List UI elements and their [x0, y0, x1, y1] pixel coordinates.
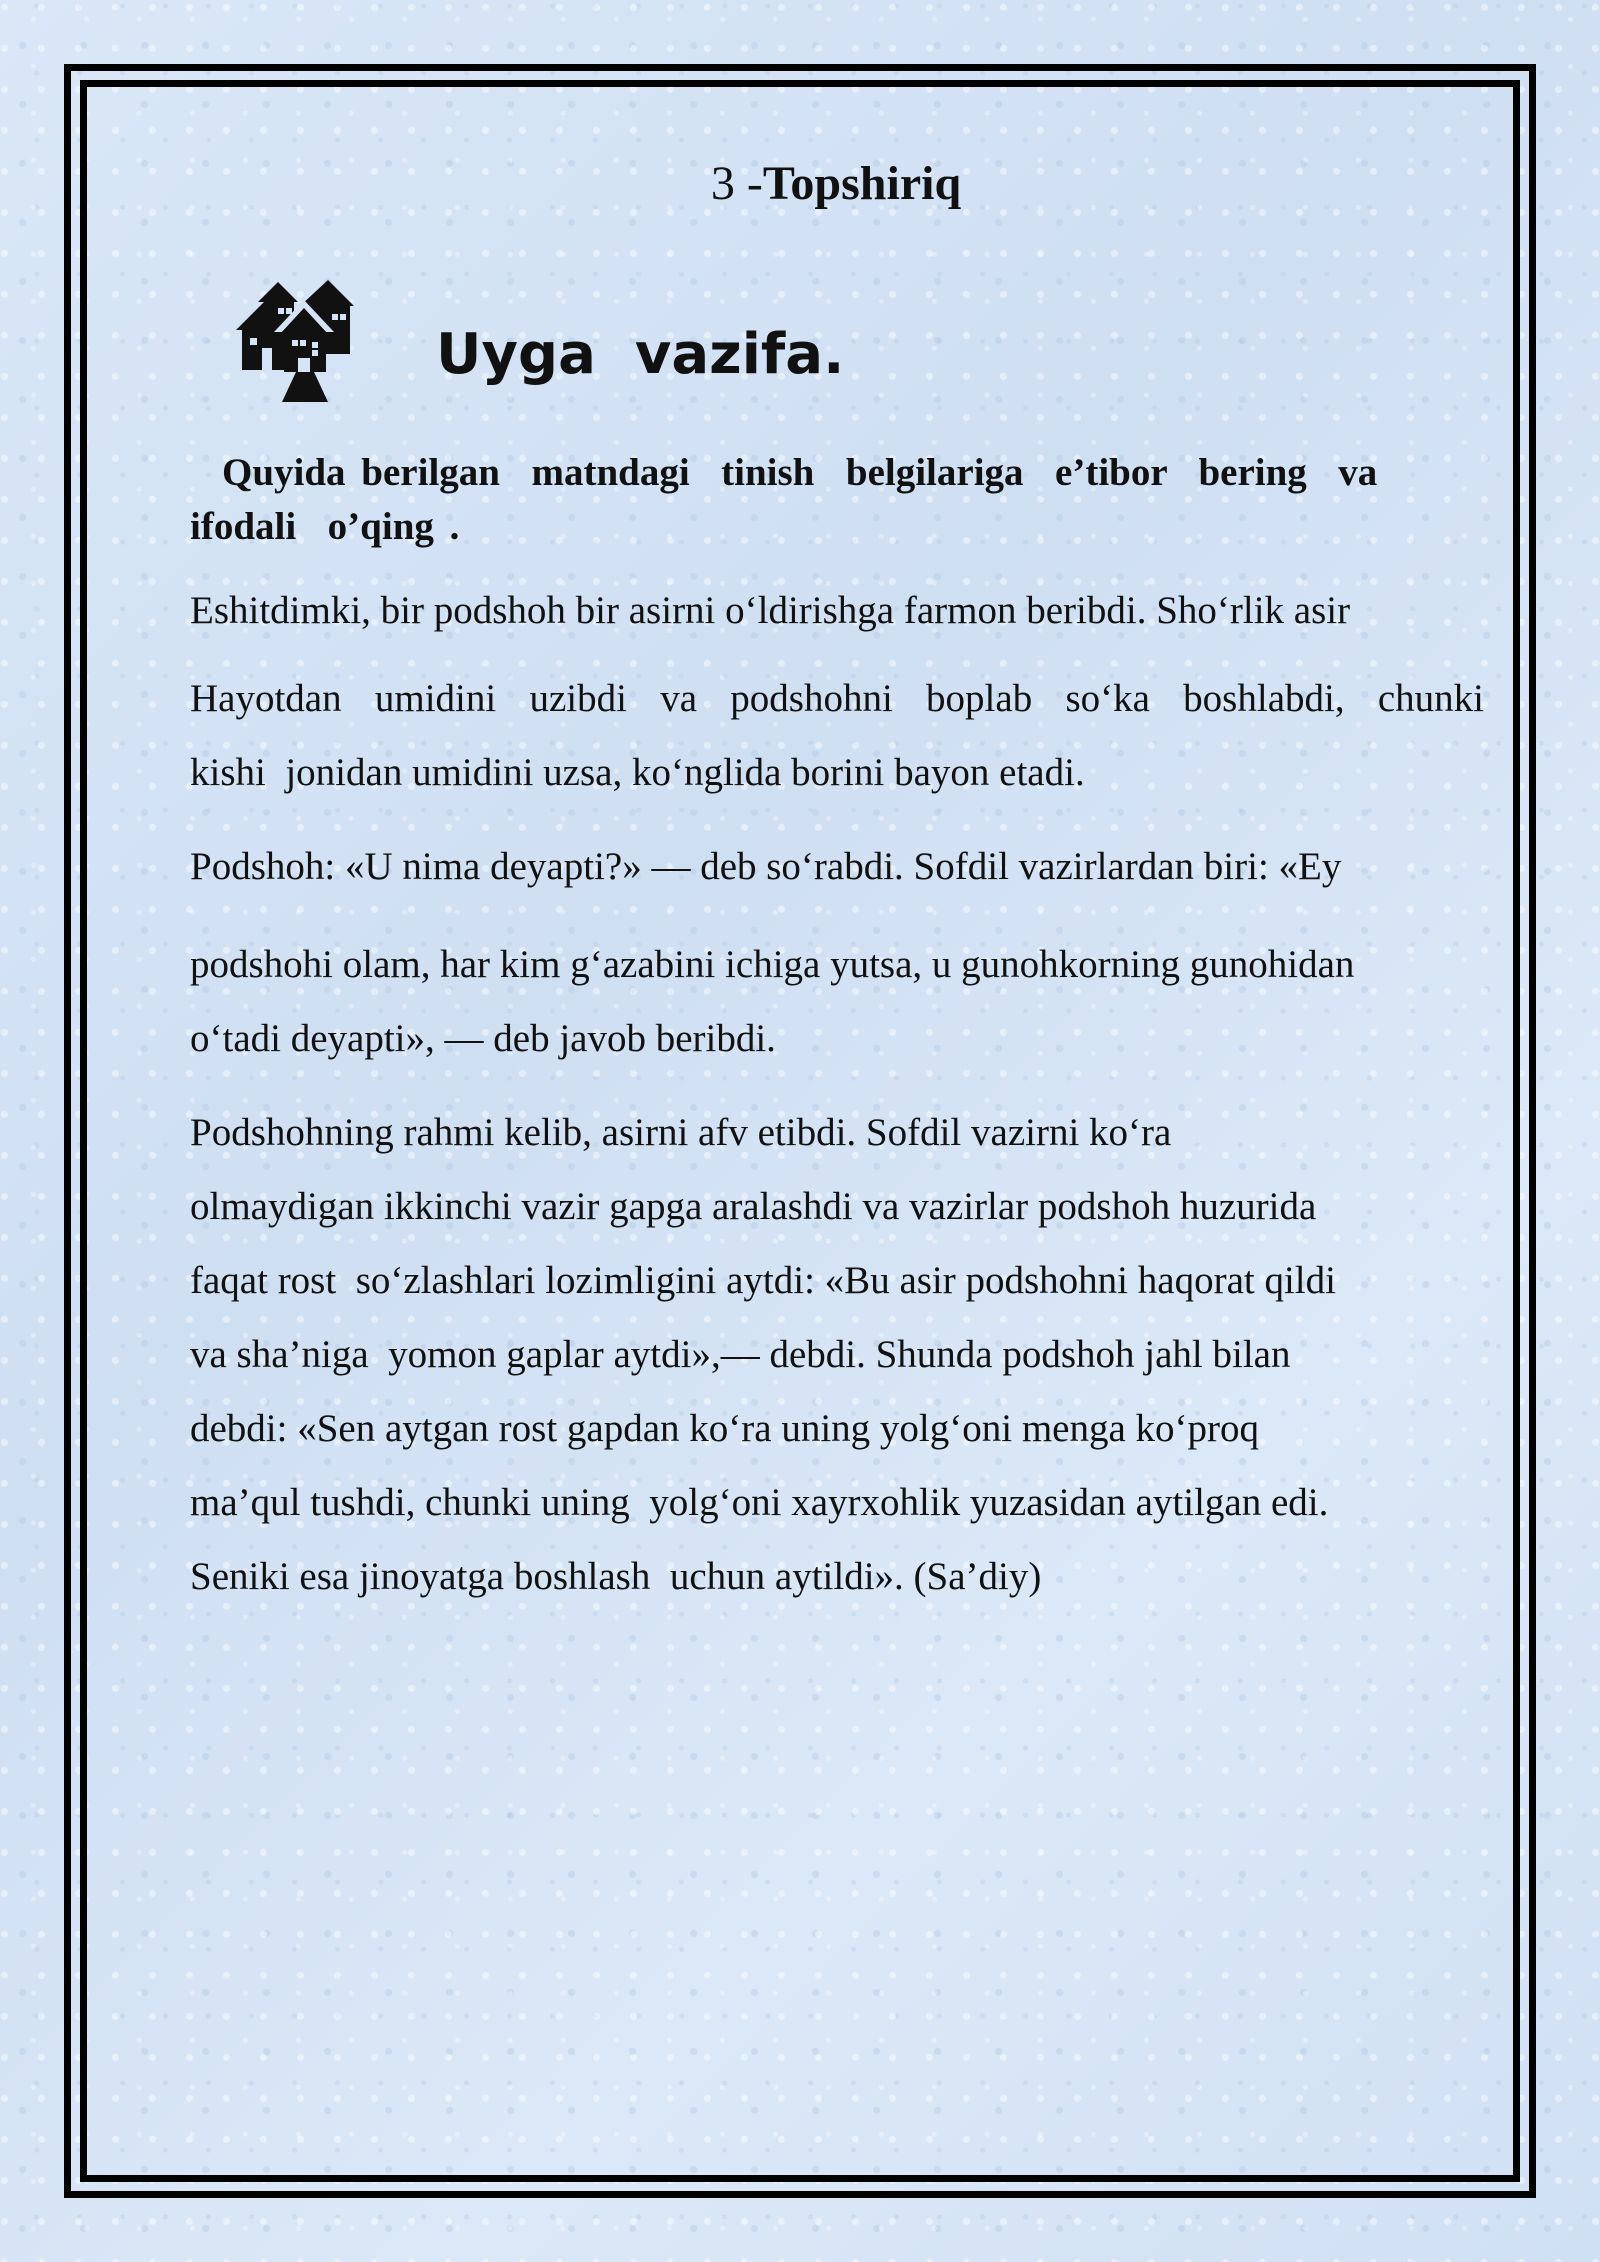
paragraph-line: Podshoh: «U nima deyapti?» — deb so‘rabdi. Sofdil vazirlardan biri: «Ey	[190, 845, 1342, 888]
paragraph-line: kishi jonidan umidini uzsa, ko‘nglida borini bayon etadi.	[190, 751, 1085, 794]
paragraph-line: Hayotdan umidini uzibdi va podshohni boplab so‘ka boshlabdi, chunki	[190, 677, 1484, 720]
section-title: Uyga vazifa.	[436, 322, 845, 387]
paragraph-line: debdi: «Sen aytgan rost gapdan ko‘ra uning yolg‘oni menga ko‘proq	[190, 1407, 1260, 1450]
page-heading	[0, 154, 1600, 214]
paragraph-line: va sha’niga yomon gaplar aytdi»,— debdi. Shunda podshoh jahl bilan	[190, 1333, 1291, 1376]
task-instruction: Quyida berilgan matndagi tinish belgilariga e’tibor bering va ifodali o’qing .	[190, 451, 1409, 548]
paragraph-line: Podshohning rahmi kelib, asirni afv etibdi. Sofdil vazirni ko‘ra	[190, 1111, 1172, 1154]
paragraph-line: ma’qul tushdi, chunki uning yolg‘oni xayrxohlik yuzasidan aytilgan edi.	[190, 1481, 1329, 1524]
paragraph-line: faqat rost so‘zlashlari lozimligini aytdi: «Bu asir podshohni haqorat qildi	[190, 1259, 1336, 1302]
paragraph-line: Seniki esa jinoyatga boshlash uchun aytildi». (Sa’diy)	[190, 1555, 1042, 1598]
paragraph-line: o‘tadi deyapti», — deb javob beribdi.	[190, 1017, 776, 1060]
paragraph	[190, 662, 1490, 810]
paragraph-line: Eshitdimki, bir podshoh bir asirni o‘ldirishga farmon beribdi. Sho‘rlik asir	[190, 589, 1351, 632]
paragraph	[190, 830, 1490, 904]
paragraph	[190, 928, 1490, 1076]
paragraph	[190, 574, 1490, 648]
heading-number: 3 -	[710, 157, 763, 210]
heading-word: Topshiriq	[762, 157, 962, 210]
paragraph	[190, 1096, 1490, 1614]
houses-icon	[234, 272, 356, 404]
paragraph-line: podshohi olam, har kim g‘azabini ichiga yutsa, u gunohkorning gunohidan	[190, 943, 1355, 986]
paragraph-line: olmaydigan ikkinchi vazir gapga aralashdi va vazirlar podshoh huzurida	[190, 1185, 1317, 1228]
